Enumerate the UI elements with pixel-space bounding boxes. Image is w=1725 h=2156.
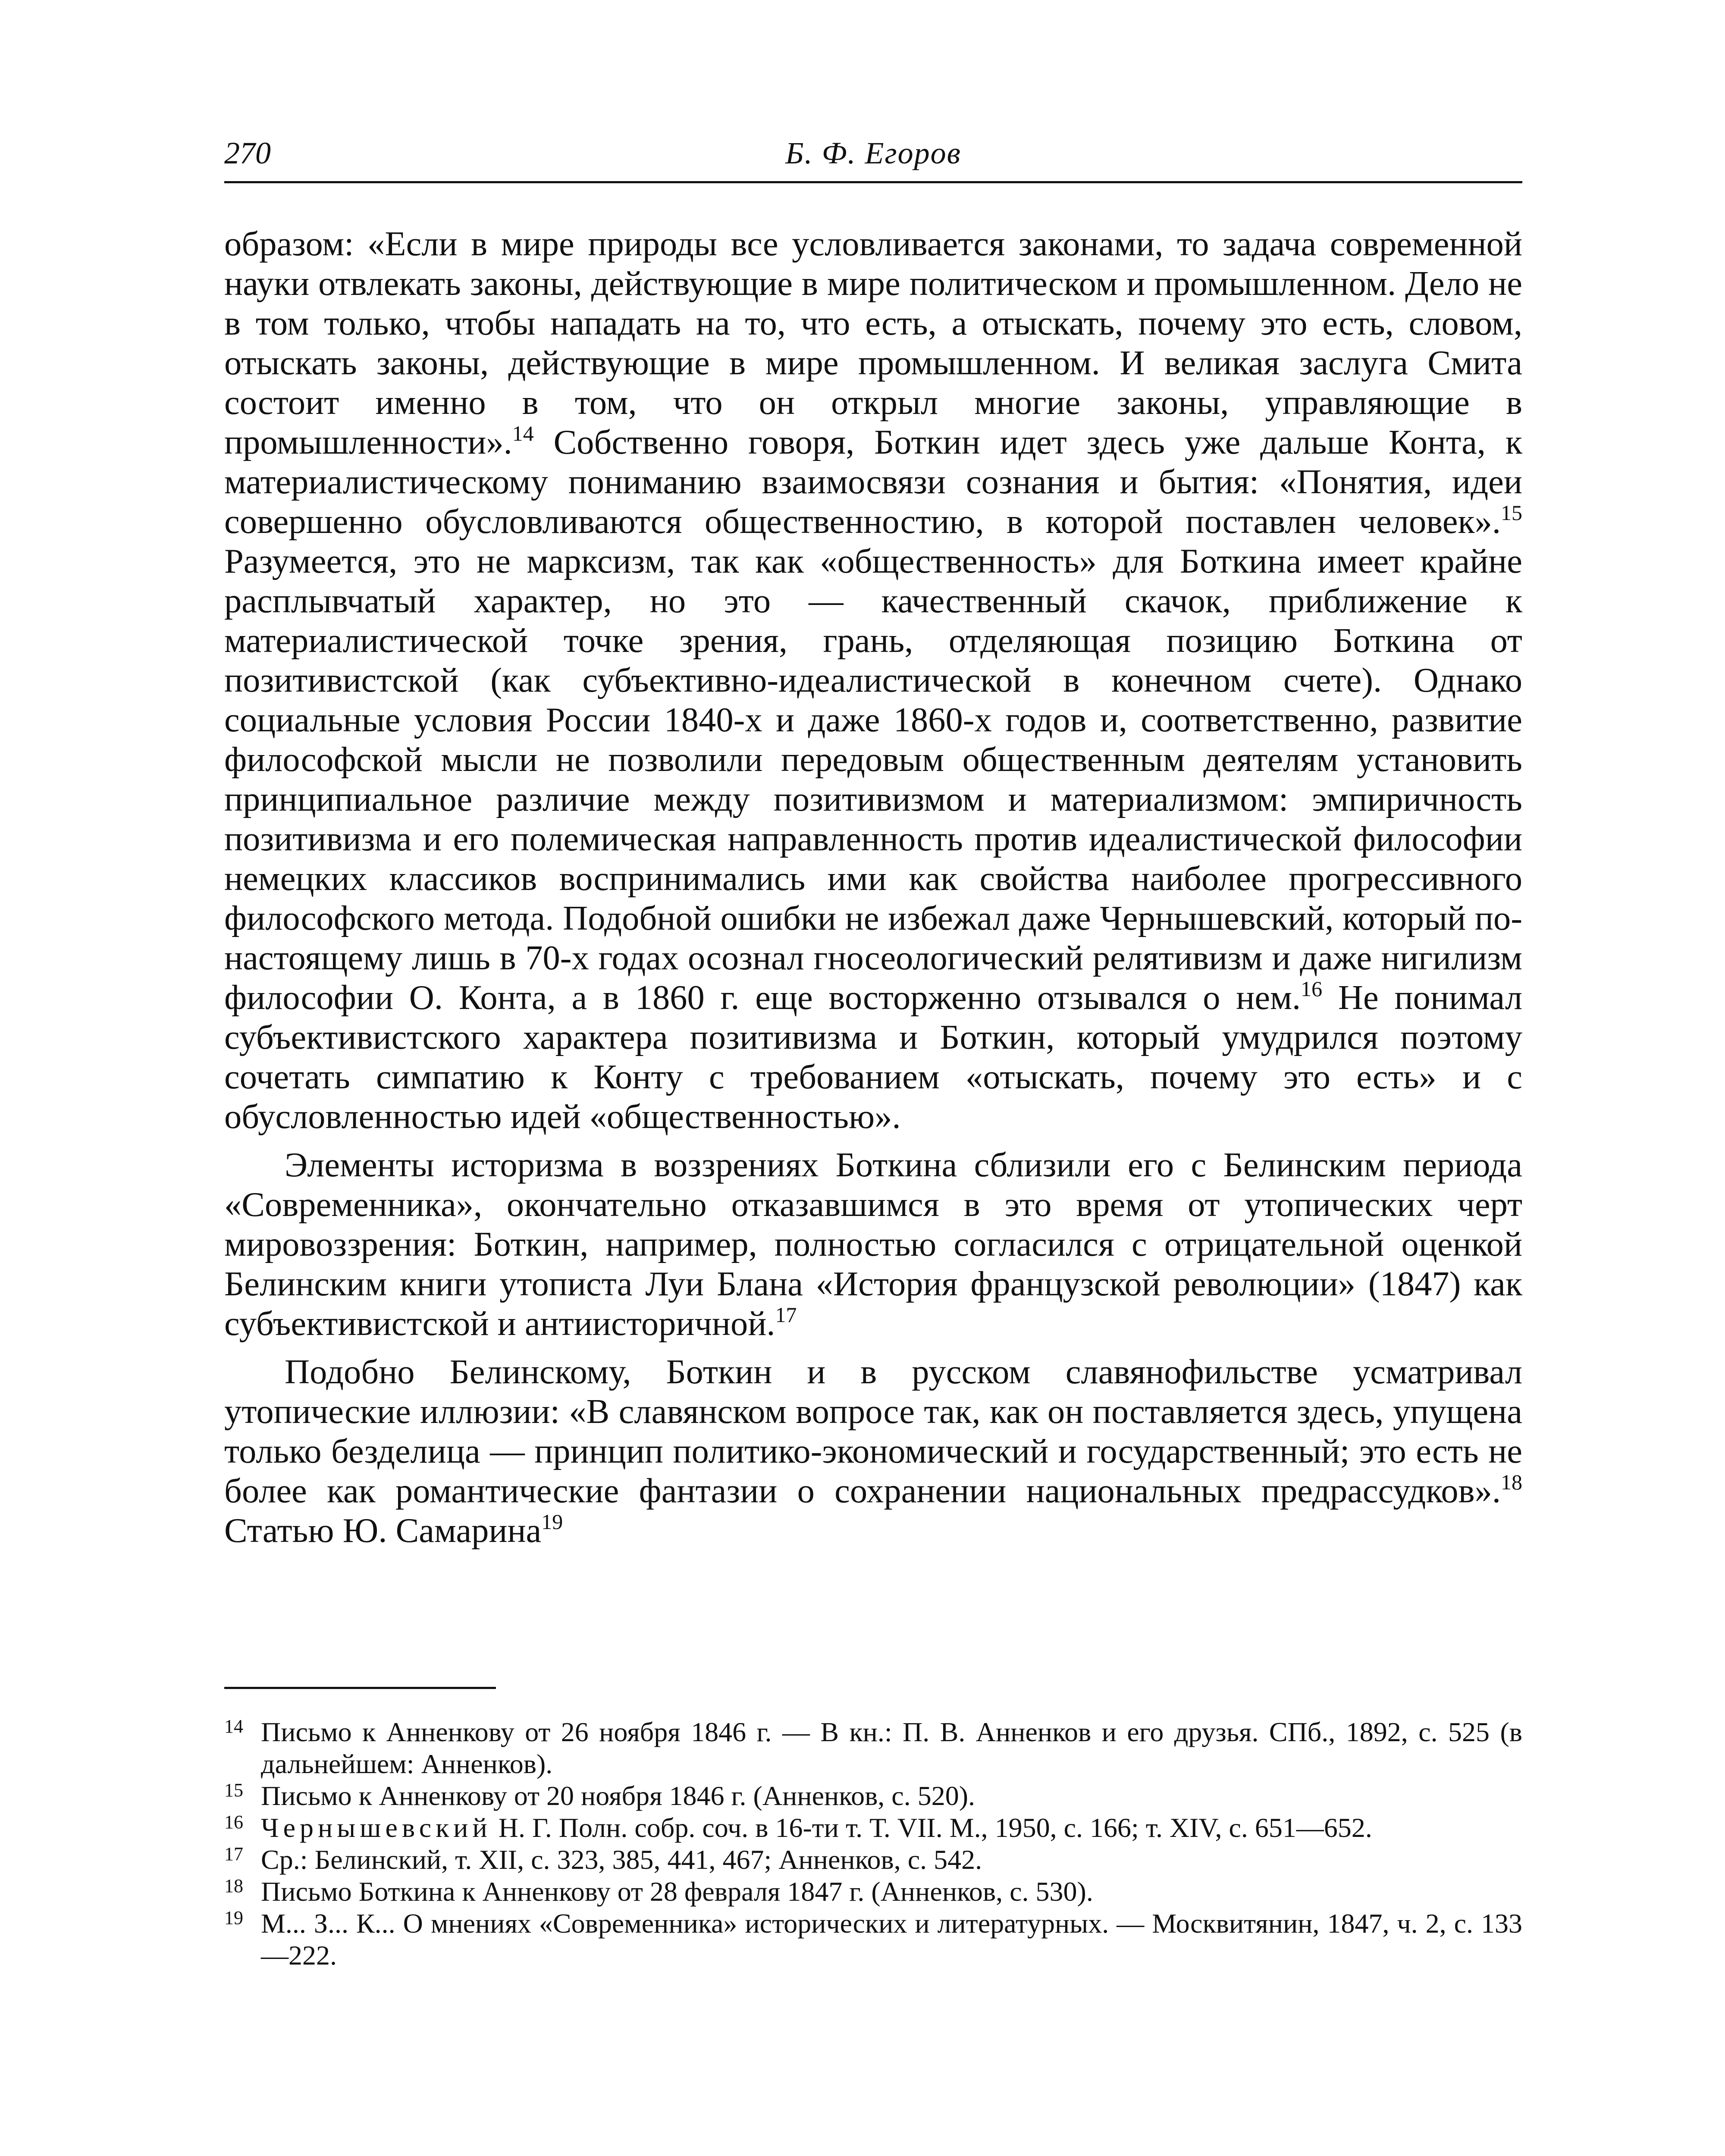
footnote-text: М... З... К... О мнениях «Современника» исторических и литературных. — Москвитянин, 1847, ч. 2, с. 133—222. [261,1908,1522,1971]
main-text [224,224,1522,1551]
footnote-number: 19 [224,1907,243,1928]
footnote-ref: 15 [1501,501,1522,525]
footnote-author: Чернышевский [261,1812,492,1843]
footnote-17 [224,1844,1522,1876]
footnote-text: Н. Г. Полн. собр. соч. в 16-ти т. Т. VII. М., 1950, с. 166; т. XIV, с. 651—652. [491,1812,1372,1843]
text-segment: Не понимал субъективистского характера позитивизма и Боткин, который умудрился поэтому сочетать симпатию к Конту с требованием «отыскать, почему это есть» и с обусловленностью идей «общественностью». [224,978,1522,1136]
text-segment: Подобно Белинскому, Боткин и в русском славянофильстве усматривал утопические иллюзии: «В славянском вопросе так, как он поставляется здесь, упущена только безделица — принцип политико-экономический и государственный; это есть не более как романтические фантазии о сохранении национальных предрассудков». [224,1353,1522,1510]
footnote-ref: 18 [1501,1470,1522,1494]
footnotes [224,1716,1522,1971]
footnote-number: 18 [224,1875,243,1896]
footnote-16 [224,1812,1522,1844]
text-segment: Собственно говоря, Боткин идет здесь уже дальше Конта, к материалистическому пониманию взаимосвязи сознания и бытия: «Понятия, идеи совершенно обусловливаются общественностию, в которой поставлен человек». [224,423,1522,541]
footnote-18 [224,1876,1522,1908]
running-header [224,129,1522,183]
paragraph-2 [224,1145,1522,1344]
footnote-text: Письмо к Анненкову от 20 ноября 1846 г. (Анненков, с. 520). [261,1780,975,1811]
running-title: Б. Ф. Егоров [785,136,961,170]
footnote-number: 15 [224,1780,243,1801]
text-segment: образом: «Если в мире природы все условливается законами, то задача современной науки отвлекать законы, действующие в мире политическом и промышленном. Дело не в том только, чтобы нападать на то, что есть, а отыскать, почему это есть, словом, отыскать законы, действующие в мире промышленном. И великая заслуга Смита состоит именно в том, что он открыл многие законы, управляющие в промышленности». [224,225,1522,461]
text-segment: Статью Ю. Самарина [224,1511,542,1550]
footnote-19 [224,1908,1522,1971]
paragraph-3 [224,1352,1522,1551]
footnote-number: 17 [224,1843,243,1865]
footnote-14 [224,1716,1522,1780]
footnote-ref: 16 [1301,977,1323,1001]
text-segment: Элементы историзма в воззрениях Боткина сблизили его с Белинским периода «Современника», окончательно отказавшимся в это время от утопических черт мировоззрения: Боткин, например, полностью согласился с отрицательной оценкой Белинским книги утописта Луи Блана «История французской революции» (1847) как субъективистской и антиисторичной. [224,1146,1522,1343]
footnote-ref: 14 [512,421,534,445]
footnote-number: 14 [224,1716,243,1737]
footnote-text: Письмо Боткина к Анненкову от 28 февраля 1847 г. (Анненков, с. 530). [261,1876,1093,1907]
page-number: 270 [224,136,271,170]
footnote-number: 16 [224,1811,243,1833]
text-segment: Разумеется, это не марксизм, так как «общественность» для Боткина имеет крайне расплывчатый характер, но это — качественный скачок, приближение к материалистической точке зрения, грань, отделяющая позицию Боткина от позитивистской (как субъективно-идеалистической в конечном счете). Однако социальные условия России 1840-х и даже 1860-х годов и, соответственно, развитие философской мысли не позволили передовым общественным деятелям установить принципиальное различие между позитивизмом и материализмом: эмпиричность позитивизма и его полемическая направленность против идеалистической философии немецких классиков воспринимались ими как свойства наиболее прогрессивного философского метода. Подобной ошибки не избежал даже Чернышевский, который по-настоящему лишь в 70-х годах осознал гносеологический релятивизм и даже нигилизм философии О. Конта, а в 1860 г. еще восторженно отзывался о нем. [224,542,1522,1017]
footnote-text: Письмо к Анненкову от 26 ноября 1846 г. — В кн.: П. В. Анненков и его друзья. СПб., 1892, с. 525 (в дальнейшем: Анненков). [261,1717,1522,1779]
footnote-ref: 17 [775,1303,797,1327]
footnote-ref: 19 [541,1510,563,1534]
footnote-divider [224,1687,496,1689]
footnote-text: Ср.: Белинский, т. XII, с. 323, 385, 441, 467; Анненков, с. 542. [261,1844,982,1875]
footnote-15 [224,1780,1522,1812]
paragraph-1 [224,224,1522,1137]
